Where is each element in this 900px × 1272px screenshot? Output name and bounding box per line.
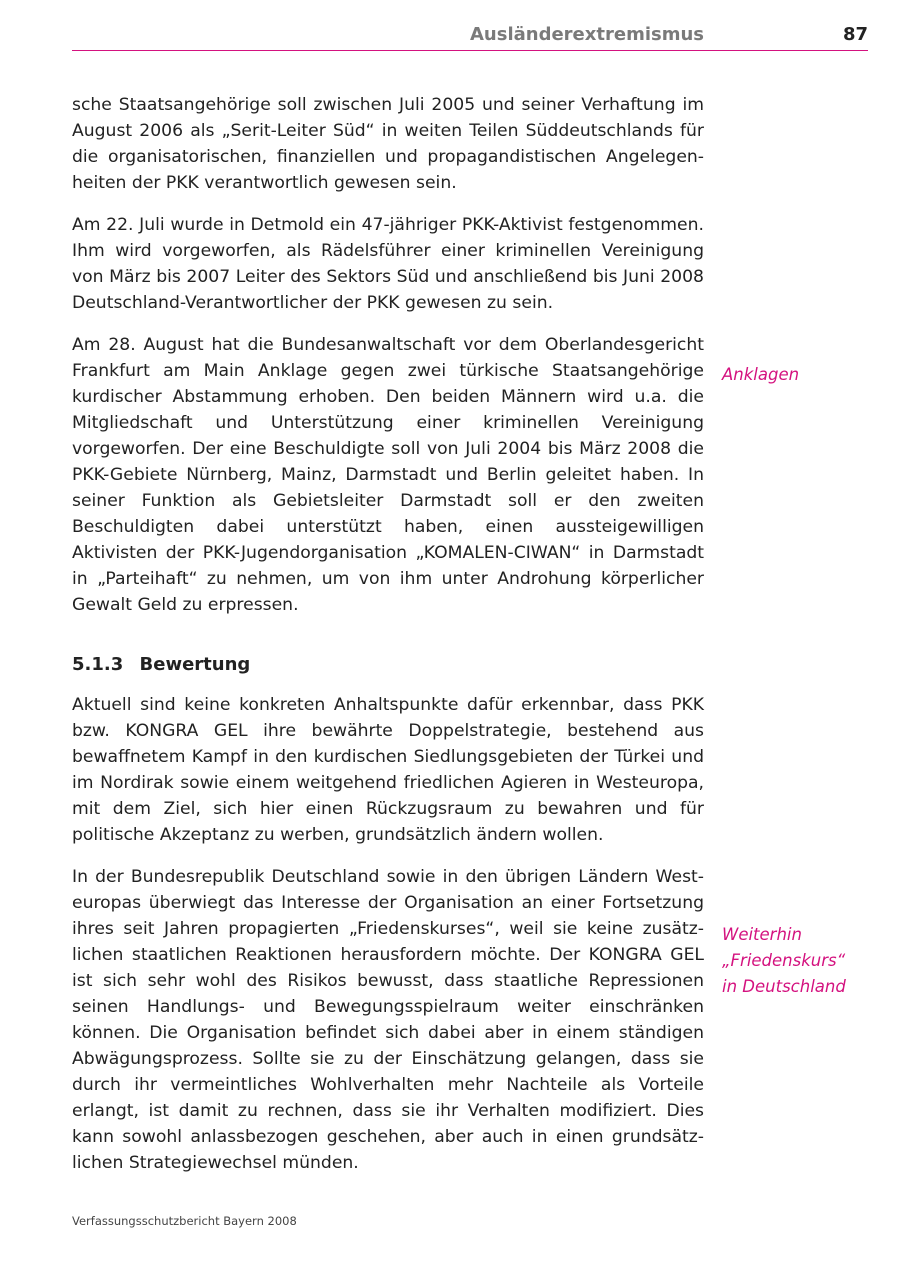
paragraph-indictment: Am 28. August hat die Bundesanwaltschaft vor dem Oberlandesgericht Frankfurt am Main Anklage gegen zwei türkische Staatsangehörige kurdischer Abstammung erhoben. Den beiden Männern wird u.a. die Mitgliedschaft und Unterstützung einer kriminellen Vereinigung vorgeworfen. Der eine Beschuldigte soll von Juli 2004 bis März 2008 die PKK-Gebiete Nürnberg, Mainz, Darmstadt und Berlin geleitet haben. In seiner Funktion als Gebietsleiter Darmstadt soll er den zweiten Beschuldigten dabei unterstützt haben, einen aussteigewilligen Aktivisten der PKK-Jugendorganisation „KOMALEN-CIWAN“ in Darmstadt in „Parteihaft“ zu nehmen, um von ihm unter Androhung körperlicher Gewalt Geld zu erpressen. xyxy=(72,335,704,615)
paragraph-serit-leiter: sche Staatsangehörige soll zwischen Juli 2005 und seiner Verhaftung im August 2006 als „Serit-Leiter Süd“ in weiten Teilen Süddeutschlands für die organisatorischen, finanziellen und propagandistischen Angelegenheiten der PKK verantwortlich gewesen sein. xyxy=(72,95,704,193)
paragraph-detmold-arrest: Am 22. Juli wurde in Detmold ein 47-jähriger PKK-Aktivist festgenommen. Ihm wird vorgeworfen, als Rädelsführer einer kriminellen Vereinigung von März bis 2007 Leiter des Sektors Süd und anschließend bis Juni 2008 Deutschland-Verantwortlicher der PKK gewesen zu sein. xyxy=(72,215,704,313)
margin-note-line: Anklagen xyxy=(722,365,800,384)
margin-note-line: „Friedenskurs“ xyxy=(722,951,846,970)
paragraph-assessment: Aktuell sind keine konkreten Anhaltspunkte dafür erkennbar, dass PKK bzw. KONGRA GEL ihre bewährte Doppelstrategie, bestehend aus bewaffnetem Kampf in den kurdischen Siedlungsgebieten der Türkei und im Nordirak sowie einem weitgehend friedlichen Agieren in Westeuropa, mit dem Ziel, sich hier einen Rückzugsraum zu bewahren und für politische Akzeptanz zu werben, grundsätzlich ändern wollen. xyxy=(72,695,704,845)
body-column xyxy=(72,92,704,1192)
header-rule xyxy=(72,50,868,51)
running-header-title: Ausländerextremismus xyxy=(470,24,704,45)
margin-note-friedenskurs xyxy=(722,922,892,1000)
paragraph-peace-course: In der Bundesrepublik Deutschland sowie in den übrigen Ländern Westeuropas überwiegt das Interesse der Organisation an einer Fortsetzung ihres seit Jahren propagierten „Friedenskurses“, weil sie keine zusätzlichen staatlichen Reaktionen herausfordern möchte. Der KONGRA GEL ist sich sehr wohl des Risikos bewusst, dass staatliche Repressionen seinen Handlungs- und Bewegungsspielraum weiter einschränken können. Die Organisation befindet sich dabei aber in einem ständigen Abwägungsprozess. Sollte sie zu der Einschätzung gelangen, dass sie durch ihr vermeintliches Wohlverhalten mehr Nachteile als Vorteile erlangt, ist damit zu rechnen, dass sie ihr Verhalten modifiziert. Dies kann sowohl anlassbezogen geschehen, aber auch in einen grundsätzlichen Strategiewechsel münden. xyxy=(72,867,704,1173)
margin-note-line: Weiterhin xyxy=(722,925,802,944)
footer-publication: Verfassungsschutzbericht Bayern 2008 xyxy=(72,1214,297,1228)
margin-note-anklagen xyxy=(722,362,892,388)
page-number: 87 xyxy=(842,24,868,45)
section-title: Bewertung xyxy=(139,654,251,675)
margin-note-line: in Deutschland xyxy=(722,977,846,996)
section-heading xyxy=(72,652,704,678)
section-number: 5.1.3 xyxy=(72,654,124,675)
